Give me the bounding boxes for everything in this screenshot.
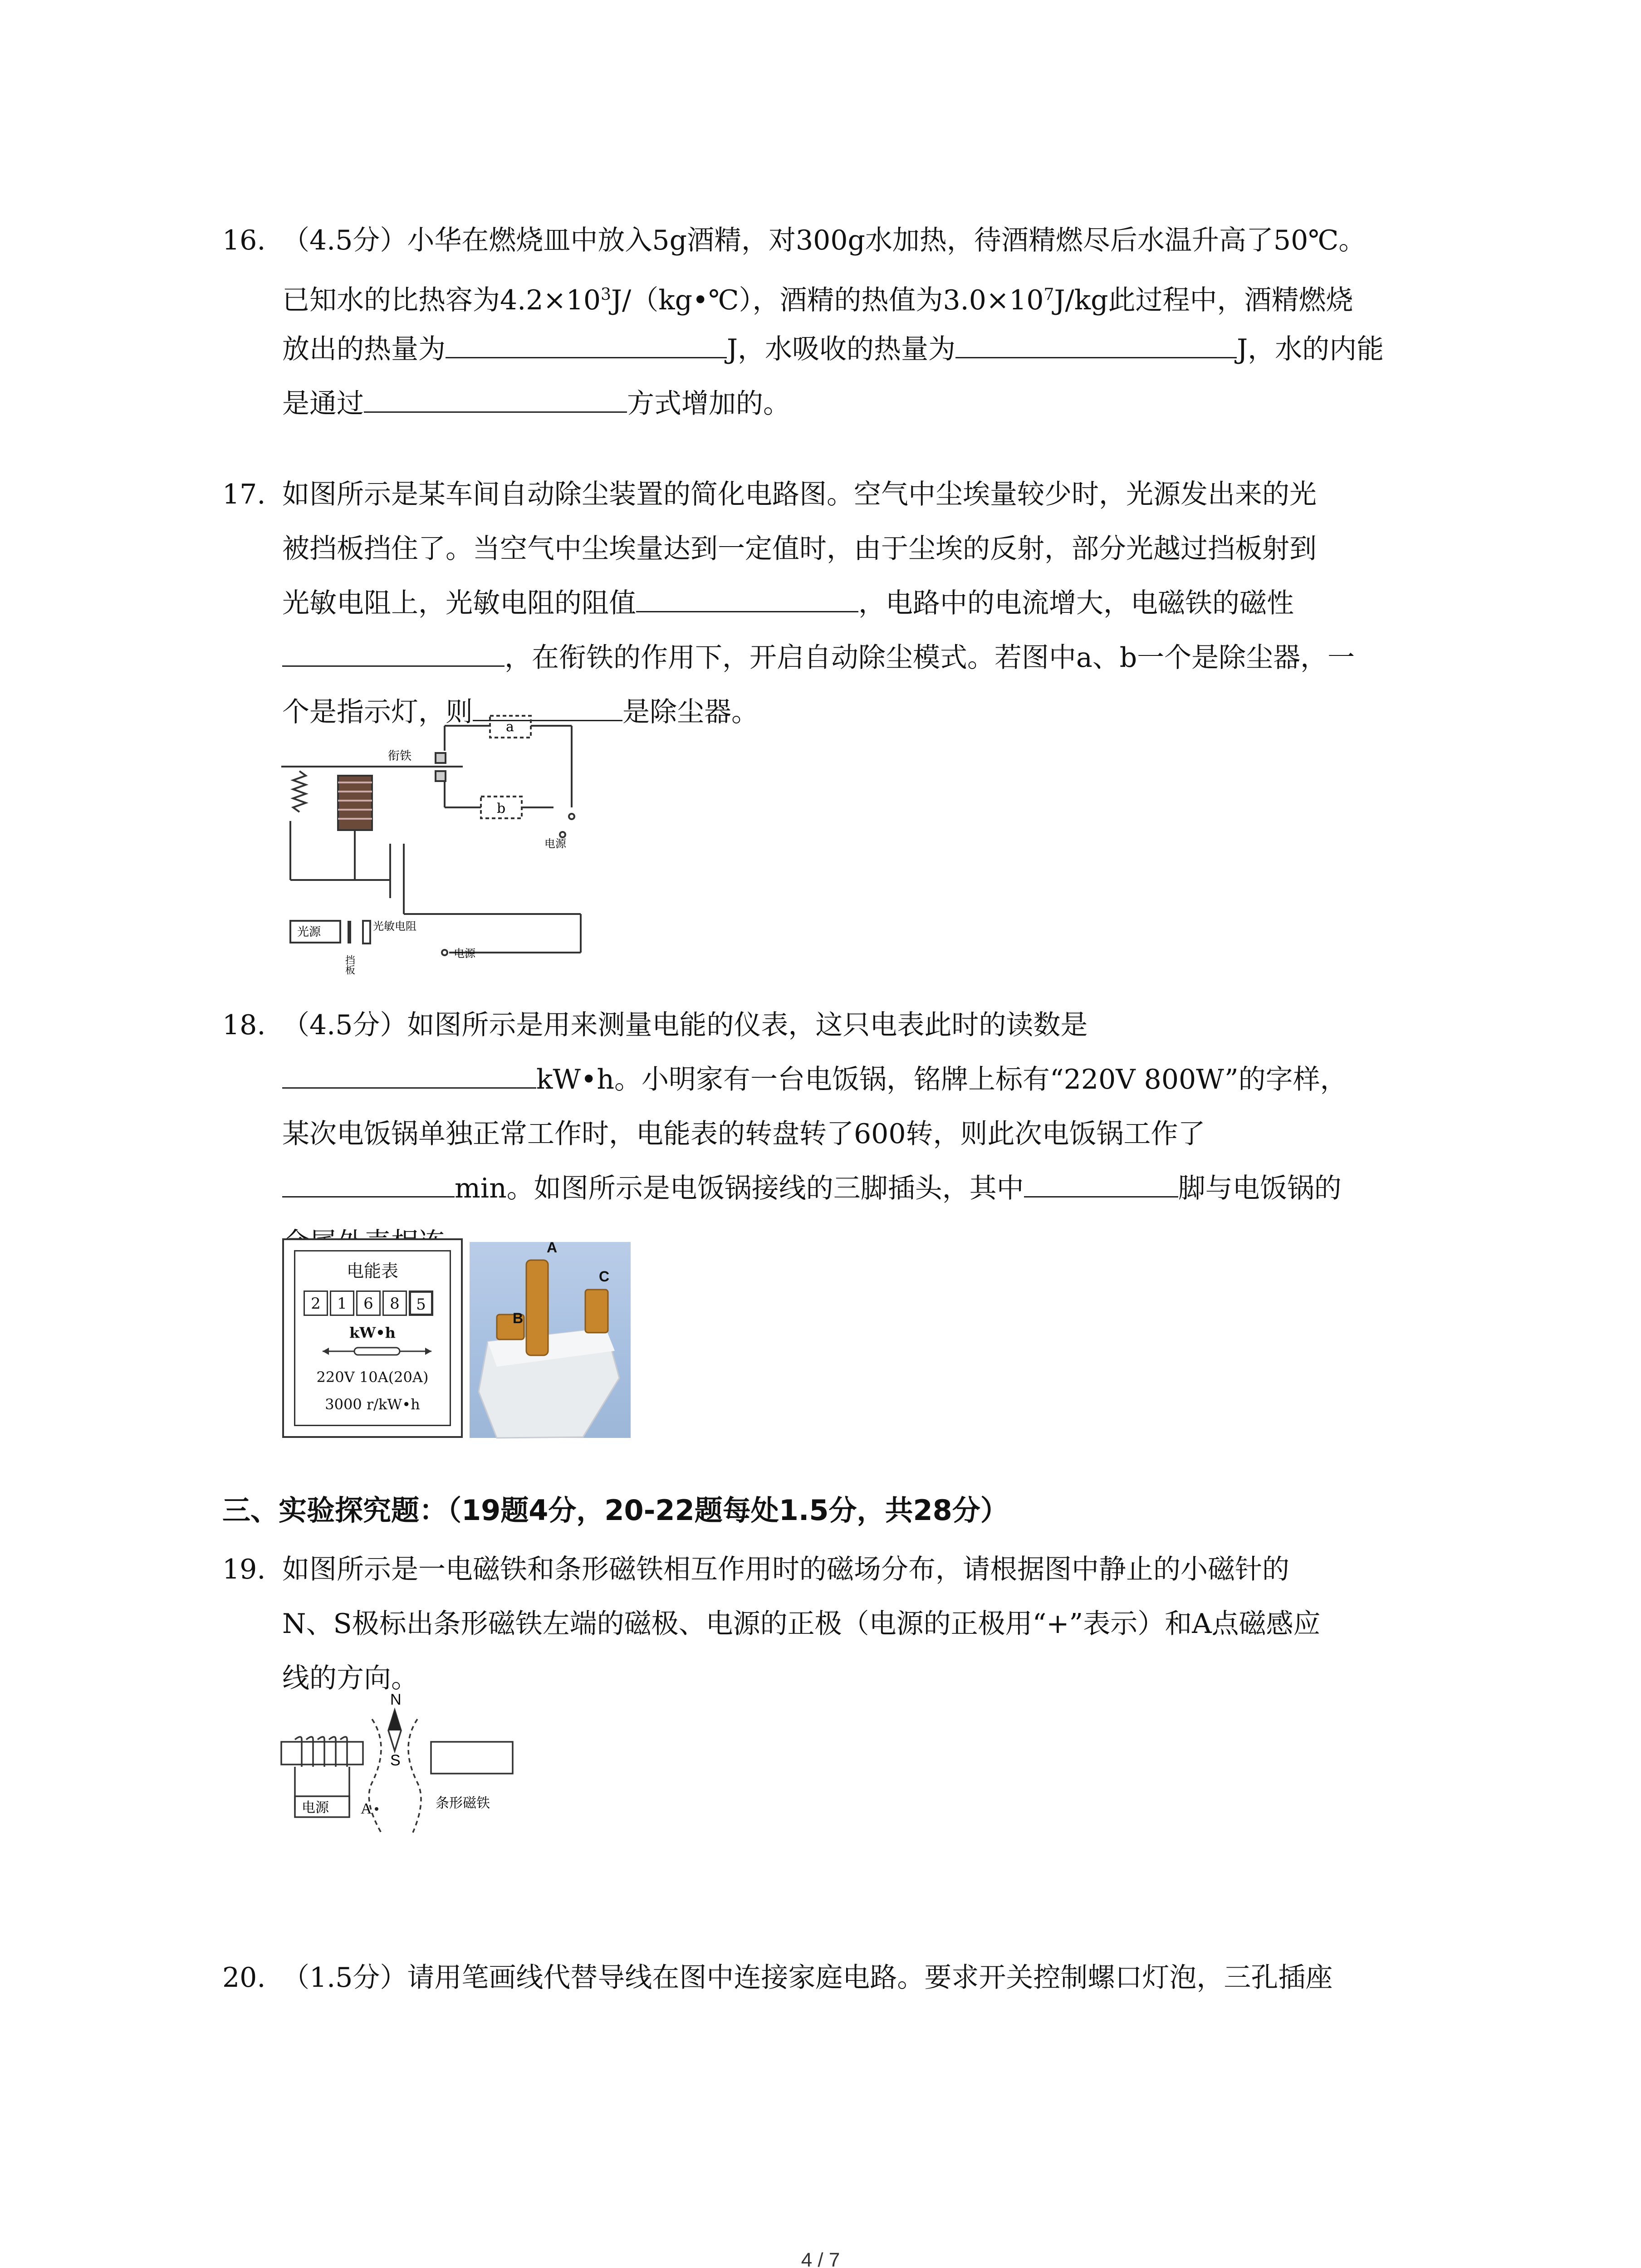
energy-meter xyxy=(282,1238,463,1438)
q17-line-3: 光敏电阻上，光敏电阻的阻值 ，电路中的电流增大，电磁铁的磁性 xyxy=(222,576,1456,631)
q18-blank-1[interactable] xyxy=(282,1056,536,1089)
meter-digit: 6 xyxy=(356,1290,381,1316)
plug-label-b: B xyxy=(513,1310,524,1326)
q16-line-1: 16. （4.5分）小华在燃烧皿中放入5g酒精，对300g水加热，待酒精燃尽后水温升高了50℃。 xyxy=(222,213,1456,268)
label-photoresistor: 光敏电阻 xyxy=(373,920,416,933)
point-label-a: A xyxy=(361,1800,372,1817)
label-power-1: 电源 xyxy=(544,837,566,850)
q17-blank-1[interactable] xyxy=(636,580,858,612)
needle-label-s: S xyxy=(390,1752,401,1769)
label-a: a xyxy=(506,719,514,735)
label-light-source: 光源 xyxy=(297,925,321,939)
plug-label-c: C xyxy=(599,1268,610,1285)
q17-blank-2[interactable] xyxy=(282,635,505,667)
q18-line-3: 某次电饭锅单独正常工作时，电能表的转盘转了600转，则此次电饭锅工作了 xyxy=(282,1118,1205,1150)
label-baffle: 挡板 xyxy=(343,955,355,975)
q17-line-5: 个是指示灯，则 是除尘器。 xyxy=(222,685,1456,739)
label-b: b xyxy=(497,801,506,816)
q18-line-4: min。如图所示是电饭锅接线的三脚插头，其中 脚与电饭锅的 xyxy=(222,1161,1456,1216)
q18-line-2: kW•h。小明家有一台电饭锅，铭牌上标有“220V 800W”的字样， xyxy=(222,1052,1456,1107)
q16-blank-1[interactable] xyxy=(446,326,727,358)
label-power-2: 电源 xyxy=(454,947,475,960)
question-20 xyxy=(222,1950,1456,2005)
section-3-heading: 三、实验探究题：（19题4分，20-22题每处1.5分，共28分） xyxy=(222,1494,1009,1527)
meter-digits xyxy=(304,1290,435,1316)
q18-number: 18. xyxy=(222,1009,266,1041)
q16-line-3: 放出的热量为 J，水吸收的热量为 J，水的内能 xyxy=(222,322,1456,376)
needle-label-n: N xyxy=(390,1691,402,1708)
q20-line-1: 20. （1.5分）请用笔画线代替导线在图中连接家庭电路。要求开关控制螺口灯泡，三孔插座 xyxy=(222,1950,1456,2005)
q19-number: 19. xyxy=(222,1554,266,1585)
q17-line-4: ，在衔铁的作用下，开启自动除尘模式。若图中a、b一个是除尘器，一 xyxy=(222,631,1456,685)
q18-blank-3[interactable] xyxy=(1024,1165,1178,1198)
q17-number: 17. xyxy=(222,479,266,510)
meter-digit: 5 xyxy=(409,1290,433,1316)
meter-digit: 1 xyxy=(330,1290,354,1316)
q16-blank-2[interactable] xyxy=(955,326,1237,358)
q16-number: 16. xyxy=(222,225,266,256)
label-power: 电源 xyxy=(302,1800,329,1816)
meter-disk-icon xyxy=(323,1342,431,1360)
q16-blank-3[interactable] xyxy=(364,381,627,413)
q16-line-4: 是通过 方式增加的。 xyxy=(222,376,1456,431)
q18-line-1: 18. （4.5分）如图所示是用来测量电能的仪表，这只电表此时的读数是 xyxy=(222,998,1456,1052)
meter-digit: 2 xyxy=(304,1290,328,1316)
meter-revolutions: 3000 r/kW•h xyxy=(325,1396,420,1413)
q19-line-1: 19. 如图所示是一电磁铁和条形磁铁相互作用时的磁场分布，请根据图中静止的小磁针的 xyxy=(222,1542,1456,1597)
q20-number: 20. xyxy=(222,1962,266,1994)
plug-label-a: A xyxy=(547,1239,558,1256)
meter-rating: 220V 10A(20A) xyxy=(316,1369,429,1386)
label-bar-magnet: 条形磁铁 xyxy=(436,1795,490,1811)
q19-line-3: 线的方向。 xyxy=(282,1662,418,1694)
three-pin-plug-photo xyxy=(470,1239,631,1438)
question-19 xyxy=(222,1542,1456,1706)
q17-line-1: 17. 如图所示是某车间自动除尘装置的简化电路图。空气中尘埃量较少时，光源发出来的光 xyxy=(222,467,1456,522)
meter-unit: kW•h xyxy=(349,1324,396,1341)
question-17 xyxy=(222,467,1456,739)
q17-line-2: 被挡板挡住了。当空气中尘埃量达到一定值时，由于尘埃的反射，部分光越过挡板射到 xyxy=(282,533,1317,565)
q19-line-2: N、S极标出条形磁铁左端的磁极、电源的正极（电源的正极用“+”表示）和A点磁感应 xyxy=(282,1608,1321,1640)
label-armature: 衔铁 xyxy=(388,749,412,763)
electromagnet-diagram xyxy=(281,1692,535,1842)
dust-removal-circuit-diagram xyxy=(272,708,590,975)
meter-title: 电能表 xyxy=(346,1261,398,1281)
meter-digit: 8 xyxy=(382,1290,407,1316)
q18-blank-2[interactable] xyxy=(282,1165,455,1198)
energy-meter-face xyxy=(294,1250,451,1426)
question-18 xyxy=(222,998,1456,1270)
q16-line-2: 已知水的比热容为$4.2\times 10^3J/(kg•℃)$，酒精的热值为$3.0\times 10^7J/kg$此过程中，酒精燃烧 xyxy=(282,284,1353,316)
question-16 xyxy=(222,213,1456,431)
page-number: 4 / 7 xyxy=(801,2249,840,2268)
